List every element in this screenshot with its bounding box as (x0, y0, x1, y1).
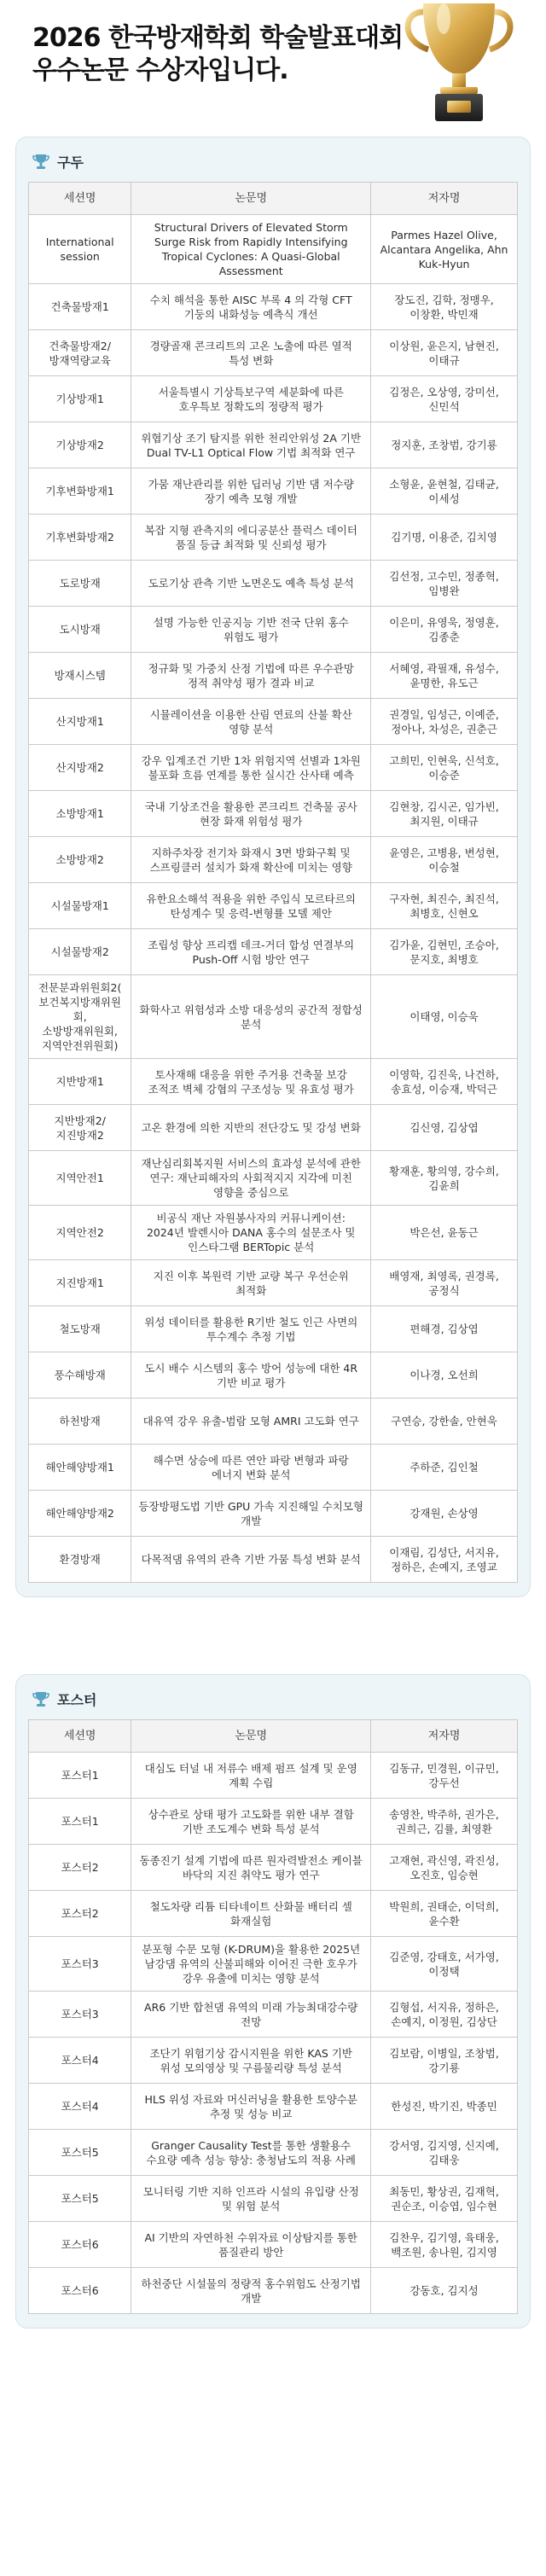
cell-paper-title: 등장방평도법 기반 GPU 가속 지진해일 수치모형 개발 (131, 1491, 371, 1537)
cell-paper-title: 위성 데이터를 활용한 R기반 철도 인근 사면의 투수계수 추정 기법 (131, 1306, 371, 1352)
cell-authors: 편해경, 김상엽 (371, 1306, 518, 1352)
poster-section-header (32, 1687, 514, 1711)
table-header-row (29, 1720, 518, 1753)
table-header-row (29, 183, 518, 215)
column-header-paper: 논문명 (131, 1720, 371, 1753)
cell-authors: 김기명, 이용준, 김치영 (371, 515, 518, 561)
table-row (29, 1398, 518, 1445)
cell-authors: 박은선, 윤동근 (371, 1206, 518, 1260)
table-row (29, 1260, 518, 1306)
cell-paper-title: 동종진기 설계 기법에 따른 원자력발전소 케이블 바닥의 지진 취약도 평가 연구 (131, 1845, 371, 1891)
cell-paper-title: 비공식 재난 자원봉사자의 커뮤니케이션: 2024년 발렌시아 DANA 홍수의 설문조사 및 인스타그램 BERTopic 분석 (131, 1206, 371, 1260)
cell-authors: 송영찬, 박주하, 권가은, 권희근, 김률, 최영환 (371, 1799, 518, 1845)
cell-paper-title: Granger Causality Test를 통한 생활용수 수요량 예측 성능 향상: 충청남도의 적용 사례 (131, 2130, 371, 2176)
cell-authors: 황재훈, 황의영, 강수희, 김윤희 (371, 1151, 518, 1206)
cell-authors: 권경일, 임성근, 이예준, 정아나, 차성은, 권춘근 (371, 699, 518, 745)
cell-paper-title: 정규화 및 가중치 산정 기법에 따른 우수관망 정적 취약성 평가 결과 비교 (131, 653, 371, 699)
table-row (29, 1537, 518, 1583)
cell-session: International session (29, 215, 131, 284)
cell-session: 지진방재1 (29, 1260, 131, 1306)
cell-session: 시설물방재1 (29, 883, 131, 929)
table-row (29, 791, 518, 837)
cell-session: 포스터1 (29, 1799, 131, 1845)
cell-session: 포스터5 (29, 2130, 131, 2176)
cell-authors: 이은미, 유영욱, 정영훈, 김종춘 (371, 607, 518, 653)
table-row (29, 422, 518, 468)
page-title: 2026 한국방재학회 학술발표대회 우수논문 수상자입니다. (32, 23, 404, 85)
cell-paper-title: 시뮬레이션을 이용한 산림 연료의 산불 확산 영향 분석 (131, 699, 371, 745)
cell-authors: 김선정, 고수민, 정종혁, 임병완 (371, 561, 518, 607)
cell-paper-title: 대유역 강우 유출-범람 모형 AMRI 고도화 연구 (131, 1398, 371, 1445)
cell-paper-title: 도시 배수 시스템의 홍수 방어 성능에 대한 4R 기반 비교 평가 (131, 1352, 371, 1398)
cell-paper-title: 하천중단 시설물의 정량적 홍수위험도 산정기법 개발 (131, 2268, 371, 2314)
column-header-session: 세션명 (29, 1720, 131, 1753)
table-row (29, 1445, 518, 1491)
cell-session: 포스터2 (29, 1891, 131, 1937)
table-row (29, 2222, 518, 2268)
table-row (29, 1206, 518, 1260)
trophy-image (391, 0, 527, 128)
cell-paper-title: 경량골재 콘크리트의 고온 노출에 따른 열적 특성 변화 (131, 330, 371, 376)
cell-session: 전문분과위원회2(보건복지방재위원회, 소방방재위원회, 지역안전위원회) (29, 975, 131, 1059)
column-header-authors: 저자명 (371, 183, 518, 215)
cell-session: 포스터3 (29, 1937, 131, 1992)
cell-authors: 구자현, 최진수, 최진석, 최병호, 신현오 (371, 883, 518, 929)
cell-session: 시설물방재2 (29, 929, 131, 975)
table-row (29, 2176, 518, 2222)
oral-section-header (32, 149, 514, 173)
cell-paper-title: 조단기 위험기상 감시지원을 위한 KAS 기반 위성 모의영상 및 구름물리량 특성 분석 (131, 2038, 371, 2084)
oral-section-title: 구두 (57, 154, 84, 171)
cell-session: 환경방재 (29, 1537, 131, 1583)
table-row (29, 284, 518, 330)
cell-paper-title: 화학사고 위험성과 소방 대응성의 공간적 정합성 분석 (131, 975, 371, 1059)
cell-paper-title: 재난심리회복지원 서비스의 효과성 분석에 관한 연구: 재난피해자의 사회적지지 지각에 미친 영향을 중심으로 (131, 1151, 371, 1206)
cell-session: 포스터4 (29, 2038, 131, 2084)
cell-authors: 정지훈, 조창범, 강기룡 (371, 422, 518, 468)
cell-session: 포스터4 (29, 2084, 131, 2130)
cell-paper-title: 상수관로 상태 평가 고도화를 위한 내부 결함 기반 조도계수 변화 특성 분석 (131, 1799, 371, 1845)
oral-section (15, 137, 531, 1597)
cell-session: 기후변화방재2 (29, 515, 131, 561)
cell-authors: 장도진, 김학, 정맹우, 이창환, 박민재 (371, 284, 518, 330)
cell-authors: 김형섭, 서지유, 정하은, 손예지, 이정원, 김상단 (371, 1992, 518, 2038)
cell-session: 포스터6 (29, 2268, 131, 2314)
table-row (29, 215, 518, 284)
cell-authors: 한성진, 박기진, 박종민 (371, 2084, 518, 2130)
table-row (29, 607, 518, 653)
table-row (29, 330, 518, 376)
cell-paper-title: 가뭄 재난관리를 위한 딥러닝 기반 댐 저수량 장기 예측 모형 개발 (131, 468, 371, 515)
table-row (29, 376, 518, 422)
cell-authors: 서혜영, 곽필재, 유성수, 윤명한, 유도근 (371, 653, 518, 699)
cell-session: 도시방재 (29, 607, 131, 653)
oral-table (28, 182, 518, 1583)
cell-authors: 윤영은, 고병용, 변성현, 이승철 (371, 837, 518, 883)
cell-session: 포스터1 (29, 1753, 131, 1799)
table-row (29, 745, 518, 791)
cell-session: 철도방재 (29, 1306, 131, 1352)
cell-authors: 김보람, 이병일, 조창범, 강기룡 (371, 2038, 518, 2084)
cell-session: 지역안전2 (29, 1206, 131, 1260)
cell-paper-title: 국내 기상조건을 활용한 콘크리트 건축물 공사 현장 화재 위험성 평가 (131, 791, 371, 837)
cell-session: 포스터5 (29, 2176, 131, 2222)
table-row (29, 699, 518, 745)
table-row (29, 1799, 518, 1845)
cell-session: 포스터3 (29, 1992, 131, 2038)
table-row (29, 653, 518, 699)
cell-authors: 이상원, 윤은지, 남현진, 이태규 (371, 330, 518, 376)
column-header-session: 세션명 (29, 183, 131, 215)
trophy-icon (32, 1689, 50, 1708)
cell-authors: 김현창, 김시곤, 임가빈, 최지원, 이태규 (371, 791, 518, 837)
cell-paper-title: 조립성 향상 프리캡 데크-거더 합성 연결부의 Push-Off 시험 방안 연구 (131, 929, 371, 975)
cell-authors: 배영재, 최영록, 권경록, 공정식 (371, 1260, 518, 1306)
cell-authors: 강재원, 손상영 (371, 1491, 518, 1537)
table-row (29, 1891, 518, 1937)
table-row (29, 929, 518, 975)
cell-authors: 김찬우, 김기영, 육태웅, 백조원, 송나원, 김지영 (371, 2222, 518, 2268)
table-row (29, 2084, 518, 2130)
cell-paper-title: 위협기상 조기 탐지를 위한 천리안위성 2A 기반 Dual TV-L1 Optical Flow 기법 최적화 연구 (131, 422, 371, 468)
cell-session: 도로방재 (29, 561, 131, 607)
cell-paper-title: 토사재해 대응을 위한 주거용 건축물 보강 조적조 벽체 강협의 구조성능 및 유효성 평가 (131, 1059, 371, 1105)
cell-authors: 김가윤, 김현민, 조승아, 문지호, 최병호 (371, 929, 518, 975)
cell-paper-title: AR6 기반 합천댐 유역의 미래 가능최대강수량 전망 (131, 1992, 371, 2038)
cell-session: 건축물방재1 (29, 284, 131, 330)
table-row (29, 883, 518, 929)
cell-session: 지반방재1 (29, 1059, 131, 1105)
cell-session: 산지방재2 (29, 745, 131, 791)
cell-paper-title: 지하주차장 전기차 화재시 3면 방화구획 및 스프링클러 설치가 화재 확산에 미치는 영향 (131, 837, 371, 883)
cell-paper-title: 분포형 수문 모형 (K-DRUM)을 활용한 2025년 남강댐 유역의 산불피해와 이어진 극한 호우가 강우 유출에 미치는 영향 분석 (131, 1937, 371, 1992)
cell-paper-title: 유한요소해석 적용을 위한 주입식 모르타르의 탄성계수 및 응력-변형률 모델 제안 (131, 883, 371, 929)
cell-session: 하천방재 (29, 1398, 131, 1445)
cell-authors: 이나경, 오선희 (371, 1352, 518, 1398)
cell-session: 풍수해방재 (29, 1352, 131, 1398)
table-row (29, 1151, 518, 1206)
table-row (29, 1992, 518, 2038)
cell-paper-title: Structural Drivers of Elevated Storm Surge Risk from Rapidly Intensifying Tropical Cyclones: A Quasi-Global Assessment (131, 215, 371, 284)
cell-session: 포스터2 (29, 1845, 131, 1891)
poster-section (15, 1674, 531, 2329)
cell-session: 건축물방재2/방재역량교육 (29, 330, 131, 376)
cell-authors: 고재현, 곽신영, 곽진성, 오진호, 임승현 (371, 1845, 518, 1891)
table-row (29, 561, 518, 607)
table-row (29, 2268, 518, 2314)
table-row (29, 468, 518, 515)
cell-session: 지반방재2/지진방재2 (29, 1105, 131, 1151)
cell-paper-title: 대심도 터널 내 저류수 배제 펌프 설계 및 운영 계획 수립 (131, 1753, 371, 1799)
cell-paper-title: 강우 입계조건 기반 1차 위험지역 선별과 1차원 불포화 흐름 연계를 통한 실시간 산사태 예측 (131, 745, 371, 791)
cell-paper-title: AI 기반의 자연하천 수위자료 이상탐지를 통한 품질관리 방안 (131, 2222, 371, 2268)
table-row (29, 1352, 518, 1398)
cell-session: 해안해양방재1 (29, 1445, 131, 1491)
cell-authors: 김동규, 민경원, 이규민, 강두선 (371, 1753, 518, 1799)
cell-session: 포스터6 (29, 2222, 131, 2268)
table-row (29, 2038, 518, 2084)
cell-paper-title: 설명 가능한 인공지능 기반 전국 단위 홍수 위험도 평가 (131, 607, 371, 653)
table-row (29, 837, 518, 883)
cell-paper-title: 서울특별시 기상특보구역 세분화에 따른 호우특보 정확도의 정량적 평가 (131, 376, 371, 422)
cell-paper-title: 복잡 지형 관측지의 에디공분산 플럭스 데이터 품질 등급 최적화 및 신뢰성 평가 (131, 515, 371, 561)
cell-session: 방재시스템 (29, 653, 131, 699)
cell-authors: 최동민, 황상권, 김재혁, 권순조, 이승엽, 임수현 (371, 2176, 518, 2222)
cell-authors: 김정은, 오상영, 강미선, 신민석 (371, 376, 518, 422)
page-header (0, 0, 546, 137)
cell-authors: 주하준, 김인철 (371, 1445, 518, 1491)
poster-section-title: 포스터 (57, 1691, 97, 1708)
table-row (29, 1491, 518, 1537)
cell-session: 해안해양방재2 (29, 1491, 131, 1537)
table-row (29, 1105, 518, 1151)
cell-session: 기상방재2 (29, 422, 131, 468)
cell-authors: 이재림, 김성단, 서지유, 정하은, 손예지, 조영교 (371, 1537, 518, 1583)
cell-authors: 박원희, 권태순, 이덕희, 윤수환 (371, 1891, 518, 1937)
table-row (29, 2130, 518, 2176)
cell-authors: 소형윤, 윤현철, 김태균, 이세성 (371, 468, 518, 515)
column-header-paper: 논문명 (131, 183, 371, 215)
cell-session: 지역안전1 (29, 1151, 131, 1206)
cell-authors: 고희민, 인현욱, 신석호, 이승준 (371, 745, 518, 791)
cell-paper-title: 고온 환경에 의한 지반의 전단강도 및 강성 변화 (131, 1105, 371, 1151)
cell-authors: 구연승, 강한솔, 안현욱 (371, 1398, 518, 1445)
cell-paper-title: 해수면 상승에 따른 연안 파랑 변형과 파랑 에너지 변화 분석 (131, 1445, 371, 1491)
cell-authors: 이태영, 이승욱 (371, 975, 518, 1059)
table-row (29, 1937, 518, 1992)
cell-session: 기후변화방재1 (29, 468, 131, 515)
table-row (29, 1306, 518, 1352)
cell-authors: 강동호, 김지성 (371, 2268, 518, 2314)
cell-paper-title: 다목적댐 유역의 관측 기반 가뭄 특성 변화 분석 (131, 1537, 371, 1583)
cell-paper-title: HLS 위성 자료와 머신러닝을 활용한 토양수분 추정 및 성능 비교 (131, 2084, 371, 2130)
cell-authors: 김준영, 강태호, 서가영, 이정택 (371, 1937, 518, 1992)
cell-paper-title: 수치 해석을 통한 AISC 부록 4 의 각형 CFT 기둥의 내화성능 예측식 개선 (131, 284, 371, 330)
cell-paper-title: 도로기상 관측 기반 노면온도 예측 특성 분석 (131, 561, 371, 607)
cell-session: 기상방재1 (29, 376, 131, 422)
cell-paper-title: 모니터링 기반 지하 인프라 시설의 유입량 산정 및 위험 분석 (131, 2176, 371, 2222)
cell-paper-title: 지진 이후 복원력 기반 교량 복구 우선순위 최적화 (131, 1260, 371, 1306)
column-header-authors: 저자명 (371, 1720, 518, 1753)
cell-session: 산지방재1 (29, 699, 131, 745)
cell-session: 소방방재1 (29, 791, 131, 837)
cell-authors: 이영학, 김진욱, 나건하, 송효성, 이승재, 박덕근 (371, 1059, 518, 1105)
cell-authors: 강서영, 김지영, 신지예, 김태웅 (371, 2130, 518, 2176)
table-row (29, 1845, 518, 1891)
cell-authors: 김신영, 김상엽 (371, 1105, 518, 1151)
trophy-icon (32, 152, 50, 171)
cell-authors: Parmes Hazel Olive, Alcantara Angelika, Ahn Kuk-Hyun (371, 215, 518, 284)
table-row (29, 975, 518, 1059)
poster-table (28, 1719, 518, 2314)
table-row (29, 1753, 518, 1799)
table-row (29, 515, 518, 561)
cell-session: 소방방재2 (29, 837, 131, 883)
cell-paper-title: 철도차량 리튬 티타네이트 산화물 배터리 셀 화재실험 (131, 1891, 371, 1937)
table-row (29, 1059, 518, 1105)
